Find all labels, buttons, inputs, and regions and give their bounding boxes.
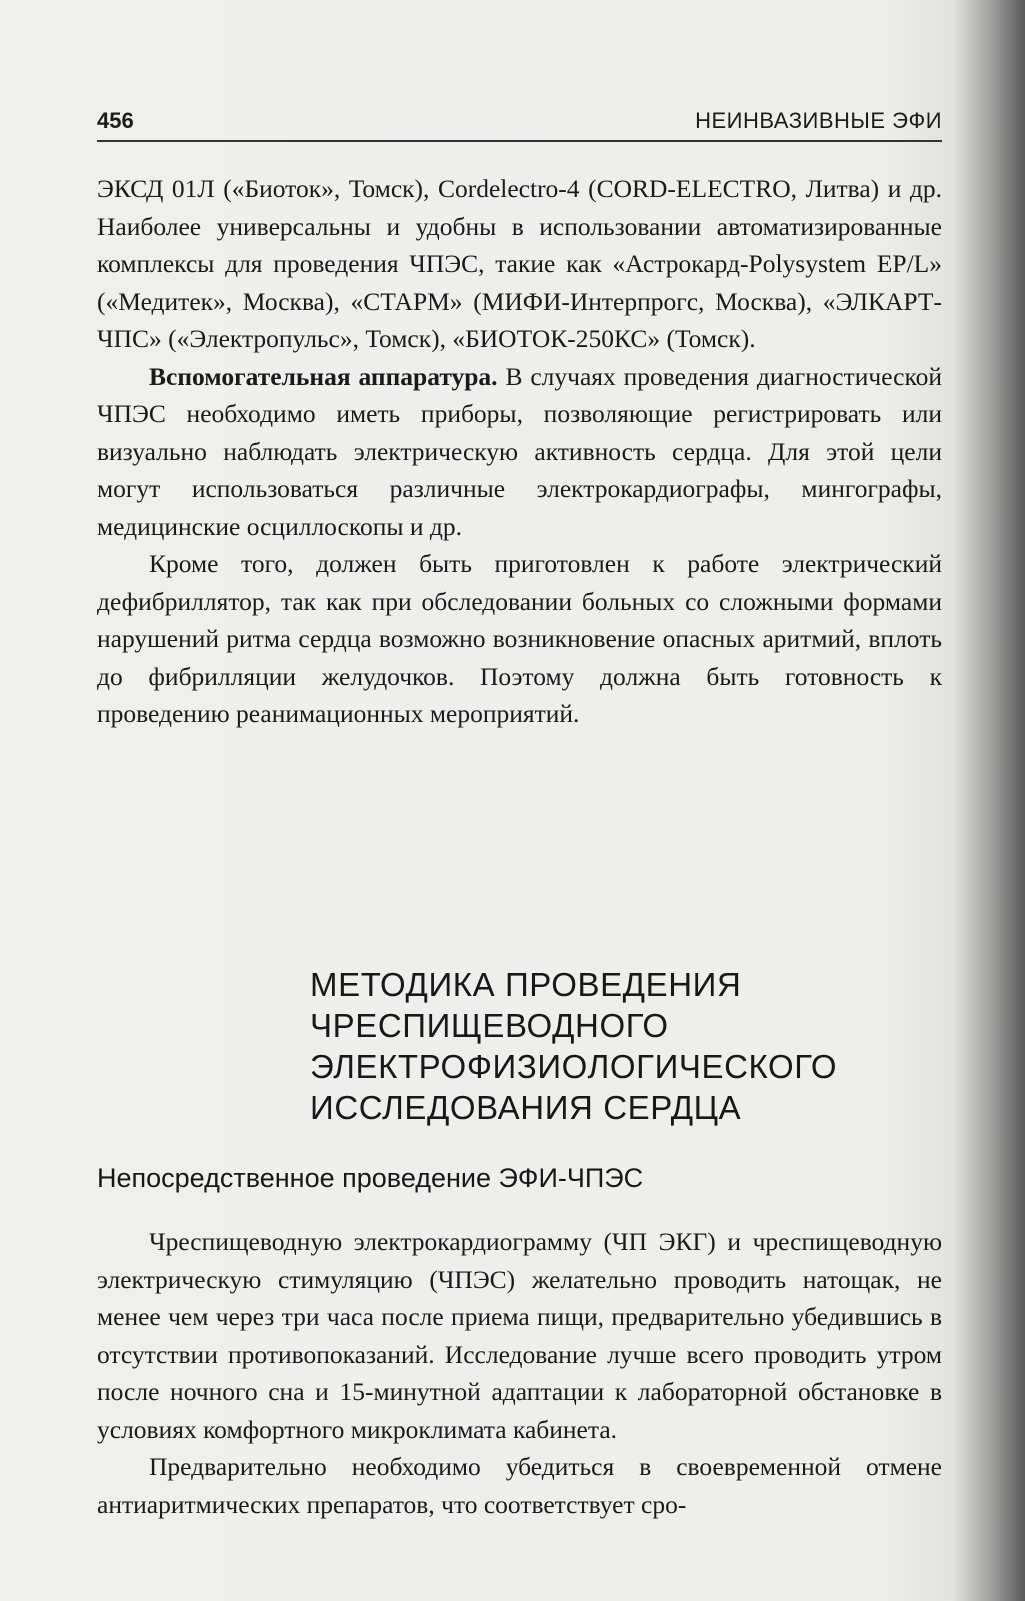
body-text-lower — [97, 1223, 942, 1523]
paragraph-1: ЭКСД 01Л («Биоток», Томск), Cordelectro-4 (CORD-ELECTRO, Литва) и др. Наиболее универсальны и удобны в использовании автоматизированные комплексы для проведения ЧПЭС, такие как «Астрокард-Polysystem EP/L» («Медитек», Москва), «СТАРМ» (МИФИ-Интерпрогс, Москва), «ЭЛКАРТ-ЧПС» («Электропульс», Томск), «БИОТОК-250КС» (Томск). — [97, 174, 942, 353]
paragraph-5: Предварительно необходимо убедиться в своевременной отмене антиаритмических препаратов, что соответствует сро- — [97, 1452, 942, 1519]
paragraph-2 — [97, 358, 942, 546]
chapter-heading-line-1: МЕТОДИКА ПРОВЕДЕНИЯ — [310, 966, 742, 1003]
chapter-heading-line-2: ЧРЕСПИЩЕВОДНОГО — [310, 1007, 669, 1044]
chapter-heading-line-4: ИССЛЕДОВАНИЯ СЕРДЦА — [310, 1089, 742, 1126]
section-heading: Непосредственное проведение ЭФИ-ЧПЭС — [97, 1163, 644, 1193]
paragraph-4: Чреспищеводную электрокардиограмму (ЧП ЭКГ) и чреспищеводную электрическую стимуляцию (ЧПЭС) желательно проводить натощак, не менее чем через три часа после приема пищи, предварительно убедившись в отсутствии противопоказаний. Исследование лучше всего проводить утром после ночного сна и 15-минутной адаптации к лабораторной обстановке в условиях комфортного микроклимата кабинета. — [97, 1227, 942, 1444]
running-head — [97, 100, 942, 142]
body-text-upper — [97, 170, 942, 733]
chapter-heading-line-3: ЭЛЕКТРОФИЗИОЛОГИЧЕСКОГО — [310, 1048, 838, 1085]
paragraph-2-lead: Вспомогательная аппаратура. — [149, 361, 498, 391]
running-title: НЕИНВАЗИВНЫЕ ЭФИ — [695, 108, 942, 133]
paragraph-2-text: В случаях проведения диагностической ЧПЭС необходимо иметь приборы, позволяющие регистрировать или визуально наблюдать электрическую активность сердца. Для этой цели могут использоваться различные электрокардиографы, мингографы, медицинские осциллоскопы и др. — [97, 361, 942, 541]
paragraph-3: Кроме того, должен быть приготовлен к работе электрический дефибриллятор, так как при обследовании больных со сложными формами нарушений ритма сердца возможно возникновение опасных аритмий, вплоть до фибрилляции желудочков. Поэтому должна быть готовность к проведению реанимационных мероприятий. — [97, 549, 942, 728]
chapter-heading — [310, 964, 930, 1128]
page-number: 456 — [97, 108, 134, 133]
